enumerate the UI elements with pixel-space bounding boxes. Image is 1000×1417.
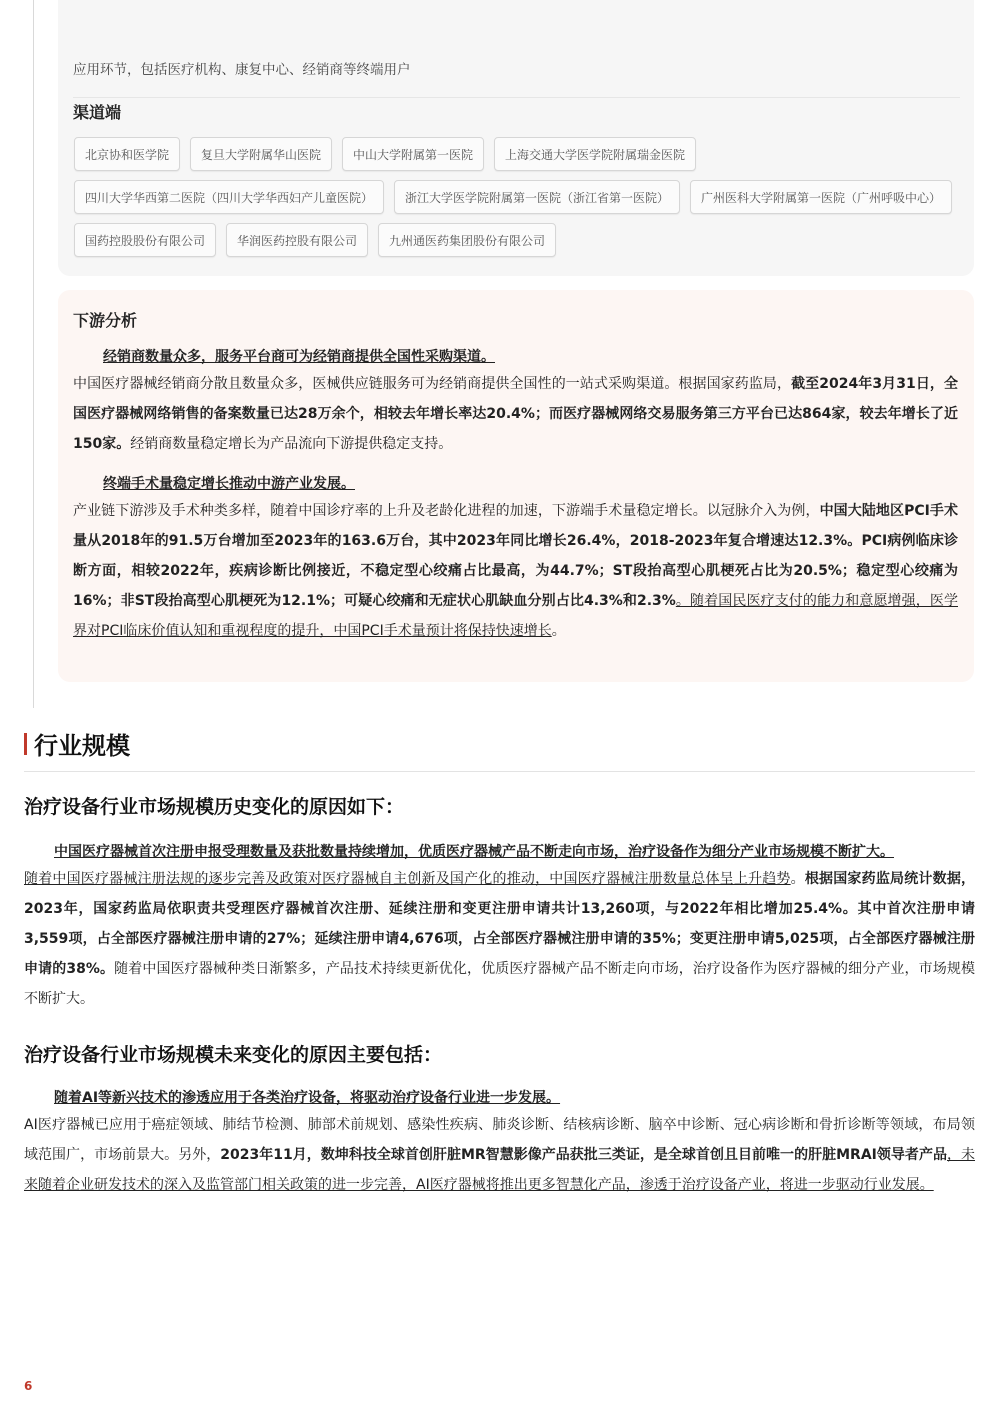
channel-tag[interactable]: 上海交通大学医学院附属瑞金医院 <box>494 137 696 171</box>
downstream-body <box>73 345 958 646</box>
channel-tag[interactable]: 广州医科大学附属第一医院（广州呼吸中心） <box>690 180 952 214</box>
channel-title: 渠道端 <box>73 103 122 122</box>
paragraph-underline: 。随着国民医疗支付的能力和意愿增强，医学界对PCI临床价值认知和重视程度的提升，中国PCI手术量预计将保持快速增长 <box>73 593 958 639</box>
downstream-subhead-2: 终端手术量稳定增长推动中游产业发展。 <box>103 476 355 492</box>
paragraph-bold: 2023年11月，数坤科技全球首创肝脏MR智慧影像产品获批三类证，是全球首创且目前唯一的肝脏MRAI领导者产品 <box>220 1147 947 1163</box>
paragraph-text: 经销商数量稳定增长为产品流向下游提供稳定支持。 <box>130 436 453 452</box>
future-subhead: 随着AI等新兴技术的渗透应用于各类治疗设备，将驱动治疗设备行业进一步发展。 <box>54 1090 561 1106</box>
paragraph-underline: ，未来随着企业研发技术的深入及监管部门相关政策的进一步完善，AI医疗器械将推出更多智慧化产品，渗透于治疗设备产业，将进一步驱动行业发展。 <box>24 1147 976 1193</box>
paragraph-text: 中国医疗器械经销商分散且数量众多，医械供应链服务可为经销商提供全国性的一站式采购渠道。根据国家药监局， <box>73 376 792 392</box>
history-heading: 治疗设备行业市场规模历史变化的原因如下： <box>24 796 405 818</box>
history-body <box>24 840 975 1014</box>
page-number: 6 <box>24 1379 33 1393</box>
paragraph-text: 产业链下游涉及手术种类多样，随着中国诊疗率的上升及老龄化进程的加速，下游端手术量稳定增长。以冠脉介入为例， <box>73 503 820 519</box>
section-divider <box>24 771 975 772</box>
chain-connector-line <box>33 0 34 708</box>
future-paragraph <box>24 1110 975 1200</box>
history-subhead: 中国医疗器械首次注册申报受理数量及获批数量持续增加，优质医疗器械产品不断走向市场，治疗设备作为细分产业市场规模不断扩大。 <box>54 844 894 860</box>
downstream-title: 下游分析 <box>73 311 138 330</box>
history-paragraph <box>24 864 975 1014</box>
downstream-subhead-1: 经销商数量众多，服务平台商可为经销商提供全国性采购渠道。 <box>103 349 495 365</box>
channel-tag[interactable]: 中山大学附属第一医院 <box>342 137 484 171</box>
channel-tag-list <box>74 137 964 257</box>
downstream-paragraph-2 <box>73 496 958 646</box>
channel-tag[interactable]: 华润医药控股有限公司 <box>226 223 368 257</box>
channel-tag[interactable]: 国药控股股份有限公司 <box>74 223 216 257</box>
paragraph-underline: 随着中国医疗器械注册法规的逐步完善及政策对医疗器械自主创新及国产化的推动，中国医疗器械注册数量总体呈上升趋势 <box>24 871 791 887</box>
channel-tag[interactable]: 四川大学华西第二医院（四川大学华西妇产儿童医院） <box>74 180 384 214</box>
future-body <box>24 1086 975 1200</box>
downstream-card <box>58 290 974 682</box>
paragraph-text: 。 <box>790 871 805 887</box>
downstream-paragraph-1 <box>73 369 958 459</box>
channel-tag[interactable]: 北京协和医学院 <box>74 137 180 171</box>
channel-tag[interactable]: 浙江大学医学院附属第一医院（浙江省第一医院） <box>394 180 680 214</box>
section-accent-bar <box>24 733 27 755</box>
channel-description: 应用环节，包括医疗机构、康复中心、经销商等终端用户 <box>73 62 411 78</box>
channel-tag[interactable]: 九州通医药集团股份有限公司 <box>378 223 556 257</box>
channel-card <box>58 0 974 276</box>
card-divider <box>73 97 960 98</box>
channel-tag[interactable]: 复旦大学附属华山医院 <box>190 137 332 171</box>
paragraph-bold: 根据国家药监局统计数据，2023年，国家药监局依职责共受理医疗器械首次注册、延续注册和变更注册申请共计13,260项，与2022年相比增加25.4%。其中首次注册申请3,559项，占全部医疗器械注册申请的27%；延续注册申请4,676项，占全部医疗器械注册申请的35%；变更注册申请5,025项，占全部医疗器械注册申请的38%。 <box>24 871 976 977</box>
section-title: 行业规模 <box>34 732 130 760</box>
paragraph-text: AI医疗器械已应用于癌症领域、肺结节检测、肺部术前规划、感染性疾病、肺炎诊断、结核病诊断、脑卒中诊断、冠心病诊断和骨折诊断等领域，布局领域范围广，市场前景大。另外， <box>24 1117 975 1163</box>
paragraph-text: 。 <box>551 623 566 639</box>
paragraph-bold: 截至2024年3月31日，全国医疗器械网络销售的备案数量已达28万余个，相较去年增长率达20.4%；而医疗器械网络交易服务第三方平台已达864家，较去年增长了近150家。 <box>73 376 958 452</box>
future-heading: 治疗设备行业市场规模未来变化的原因主要包括： <box>24 1044 443 1066</box>
paragraph-text: 随着中国医疗器械种类日渐繁多，产品技术持续更新优化，优质医疗器械产品不断走向市场，治疗设备作为医疗器械的细分产业，市场规模不断扩大。 <box>24 961 975 1007</box>
paragraph-bold: 中国大陆地区PCI手术量从2018年的91.5万台增加至2023年的163.6万台，其中2023年同比增长26.4%，2018-2023年复合增速达12.3%。PCI病例临床诊断方面，相较2022年，疾病诊断比例接近，不稳定型心绞痛占比最高，为44.7%；ST段抬高型心肌梗死占比为20.5%；稳定型心绞痛为16%；非ST段抬高型心肌梗死为12.1%；可疑心绞痛和无症状心肌缺血分别占比4.3%和2.3% <box>73 503 958 609</box>
